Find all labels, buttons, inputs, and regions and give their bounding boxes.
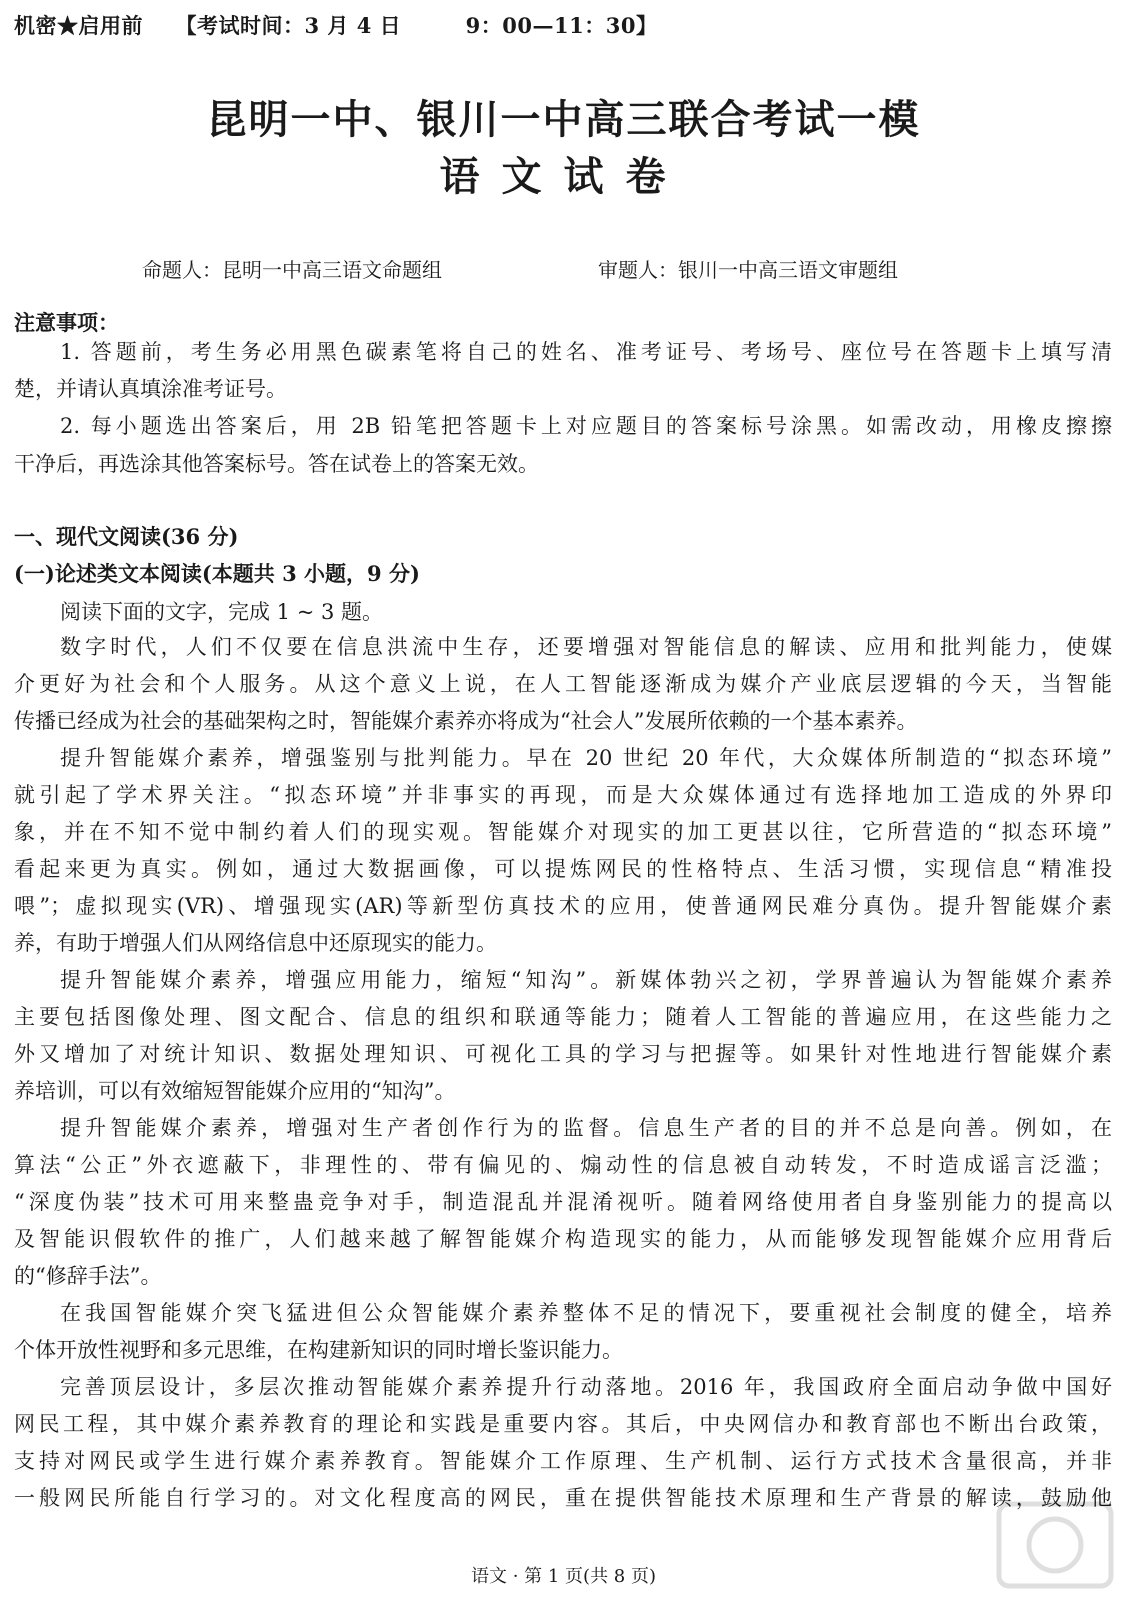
- passage-line: 网民工程，其中媒介素养教育的理论和实践是重要内容。其后，中央网信办和教育部也不断出台政策，: [14, 1412, 1112, 1436]
- section-title: 一、现代文阅读(36 分): [14, 524, 239, 549]
- passage-line: 介更好为社会和个人服务。从这个意义上说，在人工智能逐渐成为媒介产业底层逻辑的今天，当智能: [14, 672, 1112, 696]
- passage-line: 传播已经成为社会的基础架构之时，智能媒介素养亦将成为“社会人”发展所依赖的一个基本素养。: [14, 709, 918, 733]
- notice-line: 干净后，再选涂其他答案标号。答在试卷上的答案无效。: [14, 452, 539, 476]
- passage-line: 喂”；虚拟现实(VR)、增强现实(AR)等新型仿真技术的应用，使普通网民难分真伪。提升智能媒介素: [14, 894, 1112, 918]
- passage-line: 数字时代，人们不仅要在信息洪流中生存，还要增强对智能信息的解读、应用和批判能力，使媒: [60, 635, 1112, 659]
- section-subtitle: (一)论述类文本阅读(本题共 3 小题，9 分): [14, 561, 420, 586]
- passage-line: “深度伪装”技术可用来整蛊竞争对手，制造混乱并混淆视听。随着网络使用者自身鉴别能力的提高以: [14, 1190, 1112, 1214]
- passage-line: 看起来更为真实。例如，通过大数据画像，可以提炼网民的性格特点、生活习惯，实现信息“精准投: [14, 857, 1112, 881]
- header-line: [14, 10, 657, 40]
- passage-line: 算法“公正”外衣遮蔽下，非理性的、带有偏见的、煽动性的信息被自动转发，不时造成谣言泛滥；: [14, 1153, 1112, 1177]
- passage-line: 支持对网民或学生进行媒介素养教育。智能媒介工作原理、生产机制、运行方式技术含量很高，并非: [14, 1449, 1112, 1473]
- passage-line: 主要包括图像处理、图文配合、信息的组织和联通等能力；随着人工智能的普遍应用，在这些能力之: [14, 1005, 1112, 1029]
- notice-heading: 注意事项：: [14, 310, 119, 335]
- passage-line: 养，有助于增强人们从网络信息中还原现实的能力。: [14, 931, 497, 955]
- notice-line: 1. 答题前，考生务必用黑色碳素笔将自己的姓名、准考证号、考场号、座位号在答题卡上填写清: [60, 340, 1112, 364]
- passage-line: 就引起了学术界关注。“拟态环境”并非事实的再现，而是大众媒体通过有选择地加工造成的外界印: [14, 783, 1112, 807]
- page-title: 昆明一中、银川一中高三联合考试一模: [206, 96, 921, 143]
- reading-instruction: 阅读下面的文字，完成 1 ~ 3 题。: [60, 600, 384, 624]
- passage-line: 提升智能媒介素养，增强应用能力，缩短“知沟”。新媒体勃兴之初，学界普遍认为智能媒介素养: [60, 968, 1112, 992]
- confidential-label: 机密★启用前: [14, 13, 143, 38]
- subject-title: 语文试卷: [439, 153, 688, 200]
- page-footer: 语文 · 第 1 页(共 8 页): [470, 1566, 656, 1587]
- notice-line: 楚，并请认真填涂准考证号。: [14, 377, 287, 401]
- passage-line: 提升智能媒介素养，增强对生产者创作行为的监督。信息生产者的目的并不总是向善。例如，在: [60, 1116, 1112, 1140]
- exam-time: 【考试时间：3 月 4 日 9：00—11：30】: [186, 13, 658, 38]
- passage-line: 个体开放性视野和多元思维，在构建新知识的同时增长鉴识能力。: [14, 1338, 623, 1362]
- passage-line: 养培训，可以有效缩短智能媒介应用的“知沟”。: [14, 1079, 456, 1103]
- passage-line: 外又增加了对统计知识、数据处理知识、可视化工具的学习与把握等。如果针对性地进行智能媒介素: [14, 1042, 1112, 1066]
- passage-line: 及智能识假软件的推广，人们越来越了解智能媒介构造现实的能力，从而能够发现智能媒介应用背后: [14, 1227, 1112, 1251]
- notice-line: 2. 每小题选出答案后，用 2B 铅笔把答题卡上对应题目的答案标号涂黑。如需改动，用橡皮擦擦: [60, 414, 1112, 438]
- passage-line: 在我国智能媒介突飞猛进但公众智能媒介素养整体不足的情况下，要重视社会制度的健全，培养: [60, 1301, 1112, 1325]
- question-reviewer: 审题人：银川一中高三语文审题组: [598, 258, 898, 282]
- passage-line: 一般网民所能自行学习的。对文化程度高的网民，重在提供智能技术原理和生产背景的解读，鼓励他: [14, 1486, 1112, 1510]
- passage-line: 提升智能媒介素养，增强鉴别与批判能力。早在 20 世纪 20 年代，大众媒体所制造的“拟态环境”: [60, 746, 1112, 770]
- question-setter: 命题人：昆明一中高三语文命题组: [142, 258, 442, 282]
- passage-line: 象，并在不知不觉中制约着人们的现实观。智能媒介对现实的加工更甚以往，它所营造的“拟态环境”: [14, 820, 1112, 844]
- passage-line: 完善顶层设计，多层次推动智能媒介素养提升行动落地。2016 年，我国政府全面启动争做中国好: [60, 1375, 1112, 1399]
- passage-line: 的“修辞手法”。: [14, 1264, 162, 1288]
